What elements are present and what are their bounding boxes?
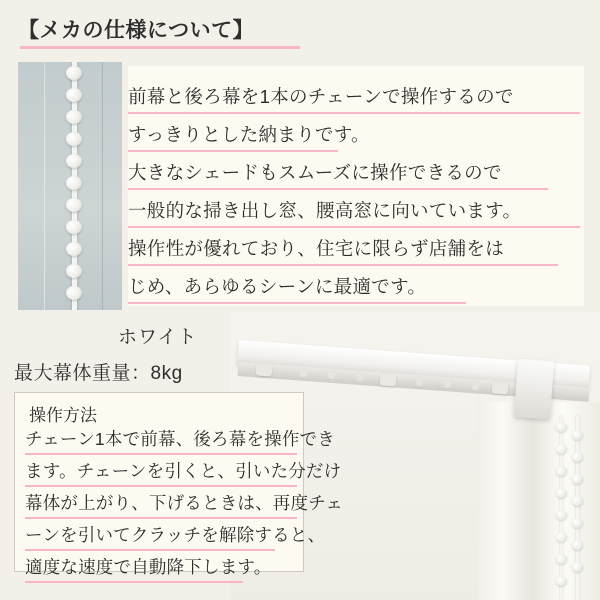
chain-photo-seam-left — [44, 62, 45, 310]
cord-bead — [572, 518, 583, 528]
description-line-3: 大きなシェードもスムーズに操作できるので — [128, 162, 502, 183]
description-line-1: 前幕と後ろ幕を1本のチェーンで操作するので — [128, 86, 514, 107]
rail-bracket — [256, 363, 273, 376]
cord-bead — [556, 576, 567, 586]
chain-bead — [66, 286, 82, 300]
operation-line-2: ます。チェーンを引くと、引いた分だけ — [25, 461, 342, 481]
rail-runner — [416, 377, 423, 386]
operation-method-title: 操作方法 — [29, 406, 97, 425]
operation-line-3: 幕体が上がり、下げるときは、再度チェ — [25, 493, 344, 513]
chain-bead — [66, 176, 82, 190]
rail-bracket — [380, 373, 397, 386]
chain-bead — [66, 264, 82, 278]
page-title-underline — [20, 46, 300, 49]
description-panel — [128, 66, 584, 306]
operation-line-1: チェーン1本で前幕、後ろ幕を操作でき — [25, 429, 335, 449]
chain-closeup-photo — [18, 62, 122, 310]
cord-bead — [572, 474, 583, 484]
cord-bead — [572, 496, 583, 506]
description-line-2: すっきりとした納まりです。 — [128, 124, 370, 145]
cord-bead — [556, 554, 567, 564]
chain-bead — [66, 88, 82, 102]
cord-bead — [556, 532, 567, 542]
description-underline-1 — [128, 112, 580, 114]
operation-line-4: ーンを引いてクラッチを解除すると、 — [25, 525, 326, 545]
chain-photo-seam-right — [102, 62, 103, 310]
operation-underline-5 — [25, 581, 243, 583]
description-underline-6 — [128, 302, 466, 304]
operation-method-panel — [14, 392, 344, 577]
rail-runner — [328, 370, 335, 379]
rail-bracket — [492, 381, 509, 394]
cord-bead — [572, 430, 583, 440]
cord-bead — [556, 422, 567, 432]
chain-bead — [66, 132, 82, 146]
chain-bead — [66, 66, 82, 80]
chain-bead — [66, 220, 82, 234]
rail-runner — [444, 379, 451, 388]
cord-bead — [572, 540, 583, 550]
cord-bead — [556, 466, 567, 476]
operation-underline-1 — [25, 453, 297, 455]
operation-underline-3 — [25, 517, 297, 519]
rail-runner — [356, 372, 363, 381]
description-underline-3 — [128, 188, 548, 190]
rail-runner — [472, 381, 479, 390]
description-line-4: 一般的な掃き出し窓、腰高窓に向いています。 — [128, 200, 522, 221]
chain-bead — [66, 154, 82, 168]
cord-bead — [556, 444, 567, 454]
description-line-6: じめ、あらゆるシーンに最適です。 — [128, 276, 427, 297]
cord-bead — [556, 510, 567, 520]
chain-bead — [66, 242, 82, 256]
max-weight-label: 最大幕体重量：8kg — [14, 363, 183, 384]
page-title: 【メカの仕様について】 — [18, 19, 255, 42]
operation-underline-2 — [25, 485, 297, 487]
color-label: ホワイト — [118, 327, 198, 348]
operation-cord — [576, 416, 579, 600]
cord-bead — [556, 488, 567, 498]
rail-end-cap — [514, 359, 554, 419]
chain-bead — [66, 110, 82, 124]
cord-bead — [572, 452, 583, 462]
description-underline-5 — [128, 264, 558, 266]
cord-bead — [572, 562, 583, 572]
chain-bead — [66, 198, 82, 212]
operation-underline-4 — [25, 549, 275, 551]
description-underline-4 — [128, 226, 580, 228]
description-line-5: 操作性が優れており、住宅に限らず店舗をは — [128, 238, 505, 259]
operation-line-5: 適度な速度で自動降下します。 — [25, 557, 272, 577]
rail-runner — [300, 368, 307, 377]
description-underline-2 — [128, 150, 338, 152]
